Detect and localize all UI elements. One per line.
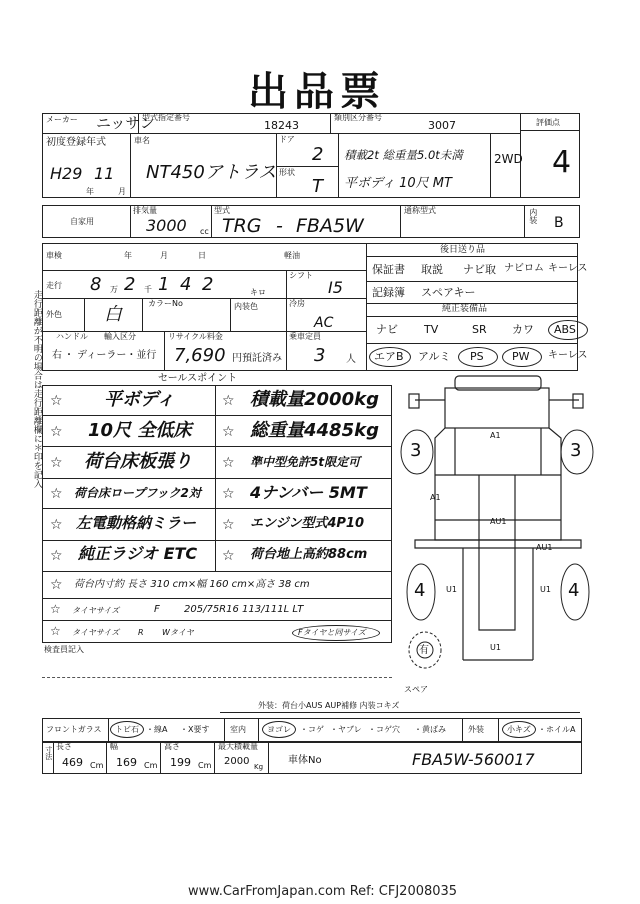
equip-abs: ABS (554, 323, 576, 336)
inspection-day: 日 (198, 251, 206, 260)
mileage-unit: キロ (250, 288, 266, 297)
star-icon: ☆ (222, 455, 235, 471)
equip-ps: PS (470, 350, 484, 363)
sales-point-6: 準中型免許5t限定可 (250, 455, 361, 469)
shift-label: シフト (289, 271, 313, 280)
handle-label: ハンドル (56, 332, 88, 341)
equip-tv: TV (424, 323, 439, 336)
star-icon: ☆ (50, 486, 63, 502)
tire-size-label-front: タイヤサイズ (72, 606, 120, 615)
import-type-label: 輸入区分 (104, 332, 136, 341)
star-icon: ☆ (50, 548, 63, 564)
damage-code: AU1 (490, 517, 507, 526)
inspection-year: 年 (124, 251, 132, 260)
cabin-item: ・コゲ穴 (368, 725, 400, 734)
windshield-item: ・X要す (180, 725, 210, 734)
grade-value: 4 (552, 145, 572, 180)
maker-label: メーカー (46, 115, 78, 124)
equip-sr: SR (472, 323, 487, 336)
star-icon: ☆ (50, 624, 61, 638)
shift-value: I5 (328, 278, 343, 297)
first-reg-month-unit: 月 (118, 187, 126, 196)
grade-label: 評価点 (536, 118, 560, 127)
sales-point-2: 積載量2000kg (250, 389, 379, 410)
first-reg-label: 初度登録年式 (46, 137, 106, 148)
displacement-label: 排気量 (133, 206, 157, 215)
windshield-item: ・線A (146, 725, 168, 734)
page-title: 出品票 (248, 68, 386, 115)
sales-point-7: 荷台床ロープフック2対 (74, 486, 201, 500)
later-doc-1: 保証書 (372, 263, 405, 276)
star-icon: ☆ (222, 424, 235, 440)
height-label: 高さ (164, 742, 180, 751)
first-reg-year: H29 (50, 164, 83, 183)
model-value: FBA5W (296, 215, 364, 237)
damage-code: A1 (490, 431, 501, 440)
cargo-dims: 荷台内寸約 長さ 310 cm×幅 160 cm×高さ 38 cm (74, 579, 310, 590)
model-prefix: TRG (222, 215, 262, 237)
star-icon: ☆ (50, 393, 63, 409)
sales-point-9: 左電動格納ミラー (76, 514, 197, 532)
tire-rear-pos: R (138, 628, 144, 637)
mileage-man: 万 (110, 285, 118, 294)
cabin-label: 室内 (230, 725, 246, 734)
height-value: 199 (170, 756, 191, 769)
sales-point-4: 総重量4485kg (250, 420, 379, 441)
later-doc-2: 取説 (421, 263, 443, 276)
cabin-item: ヨゴレ (267, 725, 291, 734)
mileage-sen: 千 (144, 285, 152, 294)
later-doc-4: ナビロム (504, 263, 544, 274)
handle-value: 右 (52, 350, 62, 361)
inspection-month: 月 (160, 251, 168, 260)
inspector-label: 検査員記入 (44, 645, 84, 654)
model-dash: - (276, 215, 283, 237)
exterior-label: 外装 (468, 725, 484, 734)
cabin-item: ・ヤブレ (330, 725, 362, 734)
maker-value: ニッサン (96, 114, 155, 132)
aircon-label: 冷房 (289, 299, 305, 308)
fuel-value: 軽油 (284, 251, 300, 260)
tire-size-label-rear: タイヤサイズ (72, 628, 120, 637)
tire-num-fl: 3 (410, 440, 422, 461)
tire-front-pos: F (154, 604, 160, 615)
length-value: 469 (62, 756, 83, 769)
doors-value: 2 (312, 144, 324, 165)
star-icon: ☆ (50, 455, 63, 471)
model-label: 型式 (214, 206, 230, 215)
shape-label: 形状 (279, 168, 295, 177)
later-docs-header: 後日送り品 (440, 245, 486, 255)
star-icon: ☆ (50, 424, 63, 440)
car-name-label: 車名 (134, 136, 150, 145)
tire-num-rl: 4 (414, 580, 426, 601)
weight-unit: Kg (254, 763, 264, 771)
damage-code: A1 (430, 493, 441, 502)
category-label: 類別区分番号 (334, 113, 382, 122)
import-type-value: ・ ディーラー・並行 (64, 350, 157, 361)
drive-value: 2WD (494, 152, 523, 166)
sales-point-5: 荷台床板張り (84, 451, 192, 472)
sales-point-12: 荷台地上高約88cm (250, 547, 368, 562)
sales-point-11: 純正ラジオ ETC (78, 544, 198, 563)
width-label: 幅 (110, 742, 118, 751)
mileage-d3: 1 (158, 274, 170, 295)
usage-value: 自家用 (70, 217, 94, 226)
exterior-note: 外装：荷台小AUS AUP補修 内装コキズ (258, 701, 400, 710)
category-value: 3007 (428, 119, 456, 132)
height-unit: Cm (198, 761, 212, 770)
star-icon: ☆ (50, 577, 63, 593)
recycle-value: 7,690 (174, 345, 226, 366)
dims-side-label: 寸法 (44, 746, 53, 760)
equip-navi: ナビ (376, 323, 398, 336)
later-doc-7: スペアキー (421, 286, 476, 299)
type-designation-label: 型式指定番号 (142, 113, 190, 122)
later-doc-3: ナビ取 (463, 263, 496, 276)
star-icon: ☆ (222, 548, 235, 564)
exterior-item: 小キズ (507, 725, 531, 734)
tire-front-value: 205/75R16 113/111L LT (184, 604, 304, 615)
first-reg-year-unit: 年 (86, 187, 94, 196)
width-unit: Cm (144, 761, 158, 770)
has-label: 有 (419, 645, 429, 656)
star-icon: ☆ (50, 602, 61, 616)
side-note: 走行距離が不明の場合は走行距離欄に＊印を記入 (31, 290, 42, 488)
chassis-value: FBA5W-560017 (412, 750, 535, 769)
shape-value: T (312, 176, 323, 197)
windshield-item: トビ石 (115, 725, 139, 734)
width-value: 169 (116, 756, 137, 769)
tire-num-rr: 4 (568, 580, 580, 601)
sales-point-3: 10尺 全低床 (88, 420, 192, 441)
windshield-label: フロントガラス (46, 725, 102, 734)
doors-label: ドア (279, 135, 295, 144)
sales-points-header: セールスポイント (158, 373, 238, 384)
inspection-label: 車検 (46, 251, 62, 260)
capacity-label: 乗車定員 (289, 332, 321, 341)
length-unit: Cm (90, 761, 104, 770)
equip-airbag: エアB (374, 350, 404, 363)
car-name-value: NT450アトラス (146, 162, 277, 183)
cabin-item: ・黄ばみ (414, 725, 446, 734)
chassis-label: 車体No (288, 755, 322, 766)
color-value: 白 (104, 304, 122, 325)
star-icon: ☆ (222, 486, 235, 502)
mileage-d5: 2 (202, 274, 214, 295)
damage-code: U1 (446, 585, 457, 594)
damage-code: U1 (540, 585, 551, 594)
equip-leather: カワ (512, 323, 534, 336)
sales-point-10: エンジン型式4P10 (250, 516, 365, 531)
spare-label: スペア (404, 685, 428, 694)
tire-rear-value: Wタイヤ (162, 628, 194, 637)
exterior-item: ・ホイルA (538, 725, 576, 734)
cabin-item: ・コゲ (300, 725, 324, 734)
weight-label: 最大積載量 (218, 742, 258, 751)
color-no-label: カラーNo (148, 299, 183, 308)
common-model-label: 通称型式 (404, 206, 436, 215)
footer-watermark: www.CarFromJapan.com Ref: CFJ2008035 (188, 884, 458, 899)
star-icon: ☆ (222, 517, 235, 533)
aircon-value: AC (314, 315, 334, 331)
displacement-unit: cc (200, 227, 209, 236)
recycle-label: リサイクル料金 (168, 332, 223, 341)
interior-value: B (554, 215, 564, 231)
equipment-header: 純正装備品 (442, 304, 488, 314)
color-label: 外色 (46, 310, 62, 319)
capacity-value: 3 (314, 345, 326, 366)
equip-keyless: キーレス (548, 350, 588, 361)
star-icon: ☆ (222, 393, 235, 409)
mileage-d4: 4 (180, 274, 192, 295)
mileage-d1: 8 (90, 274, 102, 295)
equip-pw: PW (512, 350, 530, 363)
load-line1: 積載2t 総重量5.0t未満 (344, 148, 463, 162)
damage-code: AU1 (536, 543, 553, 552)
first-reg-month: 11 (94, 164, 115, 183)
interior-label: 内装 (528, 208, 538, 224)
mileage-d2: 2 (124, 274, 136, 295)
star-icon: ☆ (50, 517, 63, 533)
capacity-unit: 人 (346, 354, 356, 365)
equip-alloy: アルミ (418, 350, 451, 363)
sales-point-1: 平ボディ (104, 389, 175, 410)
load-line2: 平ボディ 10尺 MT (344, 176, 452, 191)
later-doc-5: キーレス (548, 263, 588, 274)
later-doc-6: 記録簿 (372, 286, 405, 299)
interior-color-label: 内装色 (234, 302, 258, 311)
mileage-label: 走行 (46, 281, 62, 290)
length-label: 長さ (56, 742, 72, 751)
displacement-value: 3000 (146, 216, 187, 235)
tire-note: Fタイヤと同サイズ (298, 628, 366, 637)
recycle-status: 円預託済み (232, 353, 282, 364)
sales-point-8: 4ナンバー 5MT (250, 483, 367, 502)
tire-num-fr: 3 (570, 440, 582, 461)
damage-code: U1 (490, 643, 501, 652)
weight-value: 2000 (224, 756, 250, 767)
type-designation-value: 18243 (264, 119, 299, 132)
